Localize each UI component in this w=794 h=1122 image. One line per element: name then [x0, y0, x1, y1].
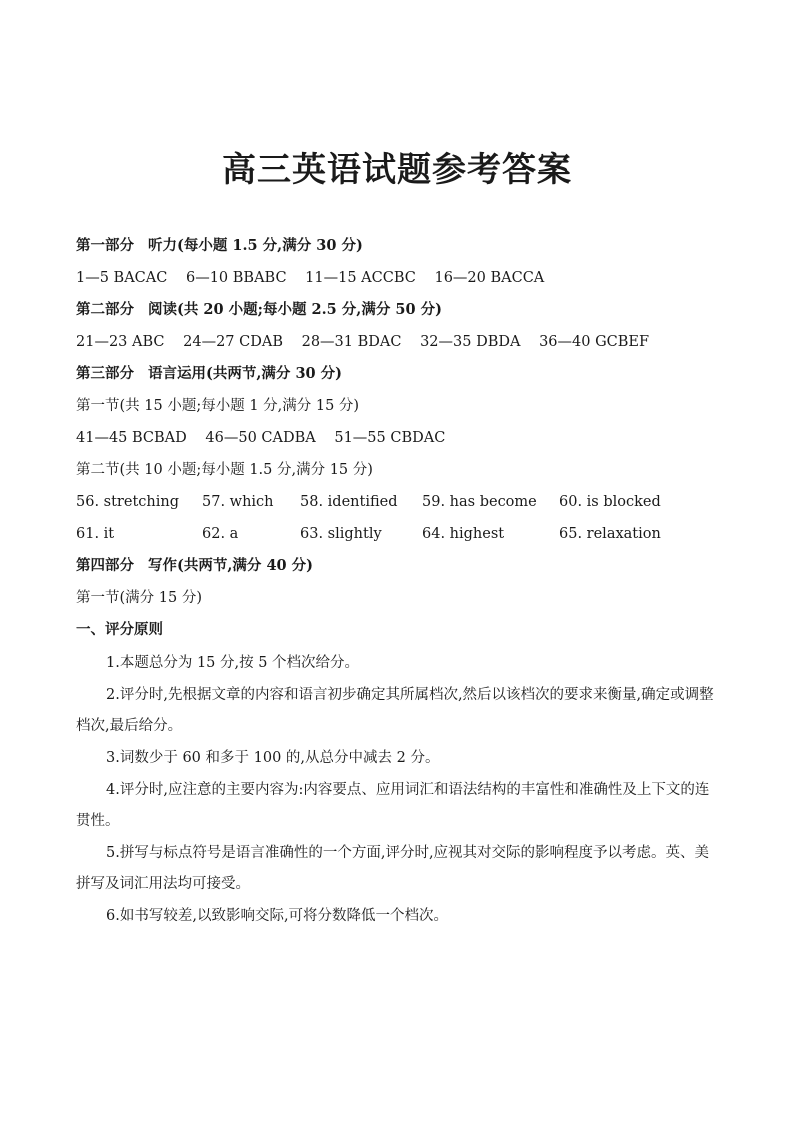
answer-group: 24—27 CDAB [183, 334, 283, 350]
part1-desc: 听力(每小题 1.5 分,满分 30 分) [148, 237, 363, 254]
answer-cell: 64. highest [422, 526, 505, 542]
part3-section1-heading: 第一节(共 15 小题;每小题 1 分,满分 15 分) [76, 398, 360, 414]
part2-answers [76, 332, 649, 352]
part3-section2-heading: 第二节(共 10 小题;每小题 1.5 分,满分 15 分) [76, 462, 373, 478]
principles-heading: 一、评分原则 [76, 621, 163, 638]
answer-group: 41—45 BCBAD [76, 430, 187, 446]
principle-4: 4.评分时,应注意的主要内容为:内容要点、应用词汇和语法结构的丰富性和准确性及上下文的连贯性。 [76, 782, 710, 829]
principle-3: 3.词数少于 60 和多于 100 的,从总分中减去 2 分。 [106, 750, 440, 766]
answer-group: 28—31 BDAC [301, 334, 402, 350]
page-title: 高三英语试题参考答案 [222, 150, 572, 190]
answer-cell: 62. a [202, 526, 239, 542]
part3-desc: 语言运用(共两节,满分 30 分) [148, 365, 343, 382]
part2-desc: 阅读(共 20 小题;每小题 2.5 分,满分 50 分) [148, 301, 442, 318]
answer-cell: 60. is blocked [559, 494, 661, 510]
answer-group: 36—40 GCBEF [539, 334, 650, 350]
answer-group: 46—50 CADBA [205, 430, 316, 446]
answer-cell: 57. which [202, 494, 274, 510]
principle-2: 2.评分时,先根据文章的内容和语言初步确定其所属档次,然后以该档次的要求来衡量,确定或调整档次,最后给分。 [76, 687, 714, 734]
answer-cell: 63. slightly [300, 526, 382, 542]
part2-heading [76, 300, 442, 320]
part4-heading [76, 556, 313, 576]
answer-cell: 58. identified [300, 494, 398, 510]
answer-group: 16—20 BACCA [434, 270, 545, 286]
part1-label: 第一部分 [76, 237, 134, 254]
principle-1: 1.本题总分为 15 分,按 5 个档次给分。 [106, 655, 360, 671]
part3-section1-answers [76, 428, 445, 448]
principle-6: 6.如书写较差,以致影响交际,可将分数降低一个档次。 [106, 908, 449, 924]
part4-desc: 写作(共两节,满分 40 分) [148, 557, 314, 574]
answer-cell: 59. has become [422, 494, 537, 510]
principle-5: 5.拼写与标点符号是语言准确性的一个方面,评分时,应视其对交际的影响程度予以考虑。英、美拼写及词汇用法均可接受。 [76, 845, 710, 892]
part3-heading [76, 364, 342, 384]
part1-answers [76, 268, 544, 288]
part4-label: 第四部分 [76, 557, 134, 574]
answer-cell: 61. it [76, 526, 115, 542]
answer-group: 1—5 BACAC [76, 270, 168, 286]
answer-cell: 56. stretching [76, 494, 179, 510]
part4-section1-heading: 第一节(满分 15 分) [76, 590, 202, 606]
answer-group: 6—10 BBABC [185, 270, 287, 286]
answer-group: 32—35 DBDA [420, 334, 521, 350]
answer-group: 51—55 CBDAC [334, 430, 446, 446]
part2-label: 第二部分 [76, 301, 134, 318]
answer-cell: 65. relaxation [559, 526, 661, 542]
part1-heading [76, 236, 363, 256]
part3-label: 第三部分 [76, 365, 134, 382]
answer-group: 21—23 ABC [76, 334, 165, 350]
answer-group: 11—15 ACCBC [305, 270, 416, 286]
